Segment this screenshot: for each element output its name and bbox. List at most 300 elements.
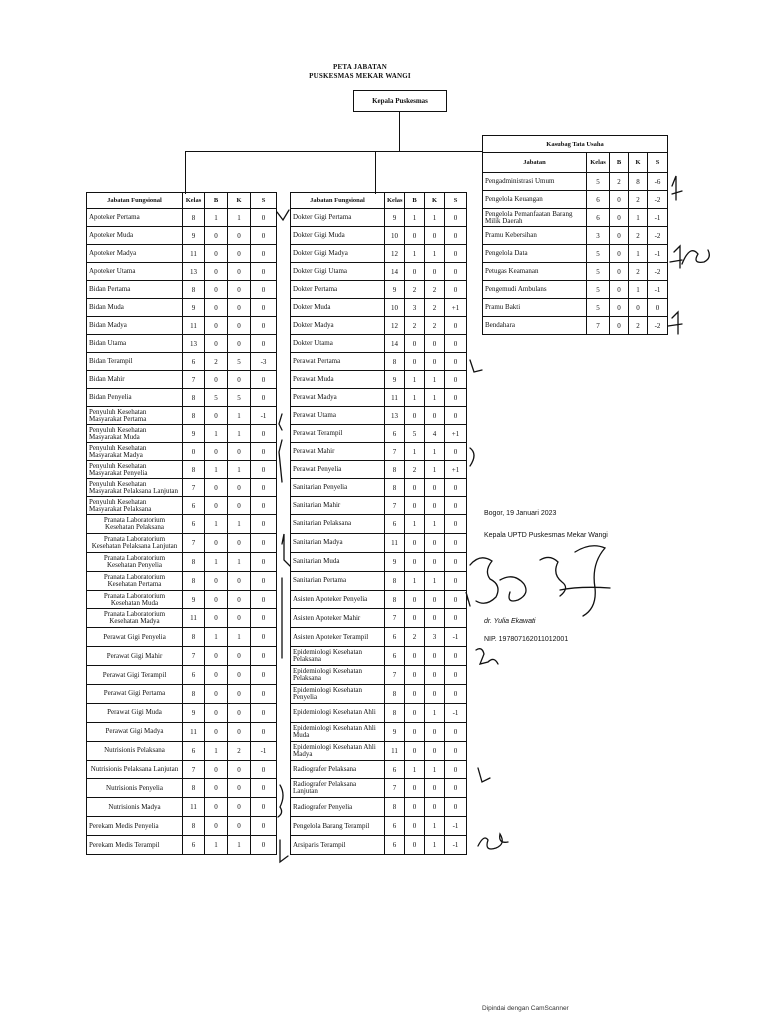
s-cell: 0 [251,722,277,741]
k-cell: 0 [425,666,445,685]
jabatan-cell: Epidemiologi Kesehatan Penyelia [291,685,385,704]
jabatan-cell: Perawat Gigi Pertama [87,685,183,704]
k-cell: 2 [425,299,445,317]
s-cell: 0 [251,443,277,461]
kelas-cell: 13 [385,407,405,425]
s-cell: 0 [251,609,277,628]
jabatan-cell: Apoteker Muda [87,227,183,245]
jabatan-cell: Dokter Gigi Utama [291,263,385,281]
kelas-cell: 13 [183,335,205,353]
s-cell: 0 [445,389,467,407]
k-cell: 1 [228,425,251,443]
b-cell: 0 [205,590,228,609]
jabatan-cell: Sanitarian Muda [291,552,385,571]
b-cell: 0 [405,263,425,281]
tick-mark-5 [470,448,474,466]
jabatan-cell: Radiografer Pelaksana Lanjutan [291,779,385,798]
s-cell: 0 [445,760,467,779]
kelas-cell: 7 [385,779,405,798]
b-cell: 0 [205,647,228,666]
kelas-cell: 11 [183,245,205,263]
tick-mark-4 [470,360,482,372]
k-cell: 2 [629,317,648,335]
b-cell: 1 [205,209,228,227]
k-cell: 1 [425,209,445,227]
kelas-cell: 5 [587,245,610,263]
b-cell: 1 [405,209,425,227]
s-cell: 0 [445,590,467,609]
b-cell: 0 [205,571,228,590]
b-cell: 0 [205,227,228,245]
kelas-cell: 8 [385,461,405,479]
s-cell: 0 [251,817,277,836]
s-cell: 0 [445,515,467,534]
s-cell: 0 [251,299,277,317]
b-cell: 0 [205,533,228,552]
jabatan-cell: Sanitarian Penyelia [291,479,385,497]
s-cell: -2 [648,263,668,281]
jabatan-cell: Pranata Laboratorium Kesehatan Pertama [87,571,183,590]
kelas-cell: 10 [385,227,405,245]
k-cell: 0 [228,335,251,353]
s-cell: 0 [445,353,467,371]
k-cell: 0 [425,779,445,798]
kasubag-header-k: K [629,153,648,173]
k-cell: 1 [629,245,648,263]
s-cell: 0 [251,371,277,389]
k-cell: 0 [228,227,251,245]
jabatan-cell: Arsiparis Terampil [291,836,385,855]
k-cell: 2 [425,317,445,335]
kelas-cell: 6 [587,191,610,209]
jabatan-cell: Pengelola Data [483,245,587,263]
k-cell: 0 [228,317,251,335]
kelas-cell: 11 [385,741,405,760]
s-cell: 0 [445,685,467,704]
b-cell: 0 [405,533,425,552]
k-cell: 1 [425,760,445,779]
s-cell: 0 [251,245,277,263]
kasubag-header-s: S [648,153,668,173]
k-cell: 0 [228,533,251,552]
s-cell: 0 [445,227,467,245]
b-cell: 0 [205,263,228,281]
b-cell: 0 [610,209,629,227]
b-cell: 0 [205,609,228,628]
k-cell: 1 [425,836,445,855]
b-cell: 0 [405,227,425,245]
jabatan-cell: Pranata Laboratorium Kesehatan Penyelia [87,552,183,571]
jabatan-cell: Radiografer Pelaksana [291,760,385,779]
b-cell: 0 [405,353,425,371]
k-cell: 0 [425,263,445,281]
initial-mark-1 [682,250,709,264]
kelas-cell: 7 [183,760,205,779]
bracket-mark-1 [279,414,282,482]
b-cell: 2 [205,353,228,371]
s-cell: 0 [445,666,467,685]
kelas-cell: 8 [385,479,405,497]
k-cell: 0 [228,590,251,609]
k-cell: 2 [425,281,445,299]
jabatan-cell: Epidemiologi Kesehatan Pelaksana [291,647,385,666]
b-cell: 0 [205,317,228,335]
s-cell: -1 [445,628,467,647]
k-cell: 0 [228,722,251,741]
k-cell: 1 [425,443,445,461]
jabatan-cell: Perawat Mahir [291,443,385,461]
k-cell: 0 [425,609,445,628]
s-cell: 0 [445,533,467,552]
sign-position: Kepala UPTD Puskesmas Mekar Wangi [484,532,608,539]
k-cell: 5 [228,353,251,371]
tick-mark-7 [478,768,490,782]
b-cell: 1 [205,836,228,855]
jabatan-cell: Pengelola Keuangan [483,191,587,209]
k-cell: 0 [425,685,445,704]
b-cell: 0 [205,666,228,685]
jabatan-cell: Epidemiologi Kesehatan Pelaksana [291,666,385,685]
s-cell: -2 [648,317,668,335]
jabatan-cell: Penyuluh Kesehatan Masyarakat Pertama [87,407,183,425]
s-cell: 0 [251,209,277,227]
k-cell: 1 [629,281,648,299]
s-cell: 0 [251,497,277,515]
kelas-cell: 11 [183,798,205,817]
kelas-cell: 9 [183,425,205,443]
k-cell: 1 [425,571,445,590]
s-cell: 0 [445,371,467,389]
b-cell: 0 [610,317,629,335]
kelas-cell: 9 [385,722,405,741]
jabatan-cell: Nutrisionis Penyelia [87,779,183,798]
jabatan-cell: Perawat Gigi Penyelia [87,628,183,647]
k-cell: 2 [629,227,648,245]
kelas-cell: 6 [183,741,205,760]
k-cell: 0 [425,798,445,817]
signature-scrawl [470,546,610,616]
kelas-cell: 8 [183,389,205,407]
b-cell: 1 [205,741,228,760]
s-cell: 0 [251,798,277,817]
s-cell: 0 [251,479,277,497]
kelas-cell: 8 [385,353,405,371]
kelas-cell: 9 [183,299,205,317]
b-cell: 0 [205,703,228,722]
kelas-cell: 8 [183,407,205,425]
jabatan-cell: Pranata Laboratorium Kesehatan Madya [87,609,183,628]
s-cell: 0 [445,722,467,741]
kelas-cell: 14 [385,335,405,353]
b-cell: 0 [205,245,228,263]
kelas-cell: 7 [385,609,405,628]
k-cell: 0 [228,685,251,704]
s-cell: 0 [445,497,467,515]
b-cell: 0 [205,779,228,798]
k-cell: 0 [425,407,445,425]
k-cell: 0 [425,335,445,353]
kelas-cell: 11 [385,389,405,407]
s-cell: -1 [648,209,668,227]
b-cell: 1 [405,371,425,389]
s-cell: +1 [445,425,467,443]
kelas-cell: 11 [183,722,205,741]
s-cell: -1 [648,281,668,299]
b-cell: 0 [205,281,228,299]
kelas-cell: 12 [385,245,405,263]
b-cell: 5 [405,425,425,443]
s-cell: -2 [648,227,668,245]
k-cell: 1 [228,407,251,425]
jabatan-cell: Asisten Apoteker Mahir [291,609,385,628]
s-cell: 0 [445,741,467,760]
kasubag-header-kelas: Kelas [587,153,610,173]
jabatan-cell: Asisten Apoteker Penyelia [291,590,385,609]
jabatan-cell: Pengelola Pemanfaatan Barang Milik Daerah [483,209,587,227]
b-cell: 0 [610,299,629,317]
s-cell: 0 [251,666,277,685]
k-cell: 0 [228,263,251,281]
kelas-cell: 6 [385,628,405,647]
b-cell: 0 [405,666,425,685]
kelas-cell: 9 [183,703,205,722]
jabatan-cell: Apoteker Pertama [87,209,183,227]
b-cell: 0 [405,798,425,817]
b-cell: 0 [205,299,228,317]
jabatan-cell: Sanitarian Mahir [291,497,385,515]
b-cell: 0 [205,479,228,497]
jabatan-cell: Pengelola Barang Terampil [291,817,385,836]
jabatan-cell: Penyuluh Kesehatan Masyarakat Penyelia [87,461,183,479]
jabatan-cell: Dokter Gigi Pertama [291,209,385,227]
k-cell: 0 [228,371,251,389]
s-cell: 0 [648,299,668,317]
b-cell: 0 [405,722,425,741]
s-cell: 0 [251,263,277,281]
jabatan-cell: Nutrisionis Pelaksana Lanjutan [87,760,183,779]
jabatan-cell: Sanitarian Madya [291,533,385,552]
k-cell: 0 [425,353,445,371]
jabatan-cell: Pengadministrasi Umum [483,173,587,191]
check-mark-3 [668,312,682,334]
s-cell: 0 [445,335,467,353]
kelas-cell: 6 [183,497,205,515]
k-cell: 5 [228,389,251,407]
s-cell: 0 [251,760,277,779]
b-cell: 0 [610,191,629,209]
s-cell: 0 [251,533,277,552]
k-cell: 0 [425,590,445,609]
kelas-cell: 5 [587,173,610,191]
kelas-cell: 9 [385,281,405,299]
k-cell: 0 [425,533,445,552]
kelas-cell: 6 [183,515,205,534]
jabatan-cell: Pranata Laboratorium Kesehatan Muda [87,590,183,609]
k-cell: 0 [228,281,251,299]
b-cell: 0 [405,703,425,722]
right-header-s: S [445,193,467,209]
jabatan-cell: Perawat Gigi Mahir [87,647,183,666]
kelas-cell: 7 [183,479,205,497]
k-cell: 0 [228,760,251,779]
k-cell: 1 [228,628,251,647]
k-cell: 0 [228,443,251,461]
left-header-s: S [251,193,277,209]
kelas-cell: 11 [183,609,205,628]
left-header-jabatan: Jabatan Fungsional [87,193,183,209]
k-cell: 1 [425,389,445,407]
jabatan-cell: Bidan Madya [87,317,183,335]
jabatan-cell: Perawat Madya [291,389,385,407]
kelas-cell: 6 [385,760,405,779]
kasubag-title: Kasubag Tata Usaha [483,136,668,153]
k-cell: 0 [228,666,251,685]
k-cell: 1 [425,817,445,836]
b-cell: 0 [405,497,425,515]
kelas-cell: 3 [587,227,610,245]
s-cell: 0 [251,647,277,666]
k-cell: 0 [228,817,251,836]
kelas-cell: 6 [183,353,205,371]
k-cell: 0 [228,779,251,798]
kelas-cell: 8 [385,703,405,722]
kasubag-header-jabatan: Jabatan [483,153,587,173]
k-cell: 0 [228,647,251,666]
k-cell: 0 [228,609,251,628]
s-cell: -2 [648,191,668,209]
s-cell: -1 [648,245,668,263]
k-cell: 1 [228,461,251,479]
b-cell: 0 [405,817,425,836]
kelas-cell: 10 [385,299,405,317]
left-header-kelas: Kelas [183,193,205,209]
k-cell: 0 [228,703,251,722]
s-cell: 0 [445,209,467,227]
jabatan-cell: Perawat Gigi Muda [87,703,183,722]
right-header-jabatan: Jabatan Fungsional [291,193,385,209]
b-cell: 0 [205,798,228,817]
s-cell: 0 [251,515,277,534]
jabatan-cell: Penyuluh Kesehatan Masyarakat Pelaksana Lanjutan [87,479,183,497]
kelas-cell: 7 [183,371,205,389]
initial-mark-2 [476,649,498,664]
kelas-cell: 9 [183,227,205,245]
kelas-cell: 8 [385,685,405,704]
kelas-cell: 9 [385,552,405,571]
jabatan-cell: Pranata Laboratorium Kesehatan Pelaksana Lanjutan [87,533,183,552]
jabatan-cell: Pengemudi Ambulans [483,281,587,299]
kelas-cell: 0 [183,443,205,461]
s-cell: 0 [251,779,277,798]
b-cell: 5 [205,389,228,407]
left-header-b: B [205,193,228,209]
s-cell: 0 [251,317,277,335]
kelas-cell: 7 [183,647,205,666]
tick-mark-6 [466,592,470,606]
kelas-cell: 11 [183,317,205,335]
k-cell: 4 [425,425,445,443]
head-box: Kepala Puskesmas [353,90,447,112]
b-cell: 1 [205,425,228,443]
jabatan-cell: Epidemiologi Kesehatan Ahli Madya [291,741,385,760]
b-cell: 2 [405,461,425,479]
s-cell: 0 [445,245,467,263]
b-cell: 0 [610,263,629,281]
kelas-cell: 5 [587,299,610,317]
kelas-cell: 7 [183,533,205,552]
kelas-cell: 6 [385,425,405,443]
s-cell: 0 [445,317,467,335]
kelas-cell: 8 [183,817,205,836]
kelas-cell: 8 [385,571,405,590]
kelas-cell: 13 [183,263,205,281]
k-cell: 1 [228,552,251,571]
right-header-k: K [425,193,445,209]
b-cell: 0 [205,685,228,704]
k-cell: 2 [228,741,251,760]
jabatan-cell: Bidan Utama [87,335,183,353]
kelas-cell: 9 [385,209,405,227]
b-cell: 1 [405,245,425,263]
b-cell: 1 [405,443,425,461]
k-cell: 1 [425,245,445,263]
k-cell: 0 [425,552,445,571]
left-header-k: K [228,193,251,209]
s-cell: 0 [445,263,467,281]
b-cell: 2 [405,281,425,299]
k-cell: 0 [629,299,648,317]
jabatan-cell: Perawat Muda [291,371,385,389]
b-cell: 0 [405,609,425,628]
jabatan-cell: Sanitarian Pertama [291,571,385,590]
jabatan-cell: Pranata Laboratorium Kesehatan Pelaksana [87,515,183,534]
s-cell: 0 [445,479,467,497]
b-cell: 1 [405,760,425,779]
jabatan-cell: Dokter Gigi Madya [291,245,385,263]
k-cell: 0 [425,722,445,741]
b-cell: 1 [205,515,228,534]
jabatan-cell: Nutrisionis Madya [87,798,183,817]
jabatan-cell: Bidan Pertama [87,281,183,299]
s-cell: 0 [445,552,467,571]
document-title: PETA JABATAN [333,63,387,71]
s-cell: 0 [251,685,277,704]
k-cell: 0 [425,479,445,497]
kelas-cell: 7 [385,666,405,685]
s-cell: 0 [445,798,467,817]
jabatan-cell: Sanitarian Pelaksana [291,515,385,534]
jabatan-cell: Perawat Penyelia [291,461,385,479]
b-cell: 1 [405,389,425,407]
b-cell: 2 [405,628,425,647]
jabatan-cell: Radiografer Penyelia [291,798,385,817]
kelas-cell: 7 [385,497,405,515]
s-cell: 0 [251,335,277,353]
jabatan-cell: Apoteker Utama [87,263,183,281]
b-cell: 3 [405,299,425,317]
jabatan-cell: Dokter Muda [291,299,385,317]
b-cell: 0 [205,407,228,425]
kelas-cell: 5 [587,263,610,281]
jabatan-cell: Perawat Gigi Madya [87,722,183,741]
kelas-cell: 8 [183,571,205,590]
s-cell: 0 [445,443,467,461]
s-cell: -1 [251,741,277,760]
b-cell: 0 [405,836,425,855]
b-cell: 1 [205,461,228,479]
kelas-cell: 12 [385,317,405,335]
jabatan-cell: Bidan Terampil [87,353,183,371]
